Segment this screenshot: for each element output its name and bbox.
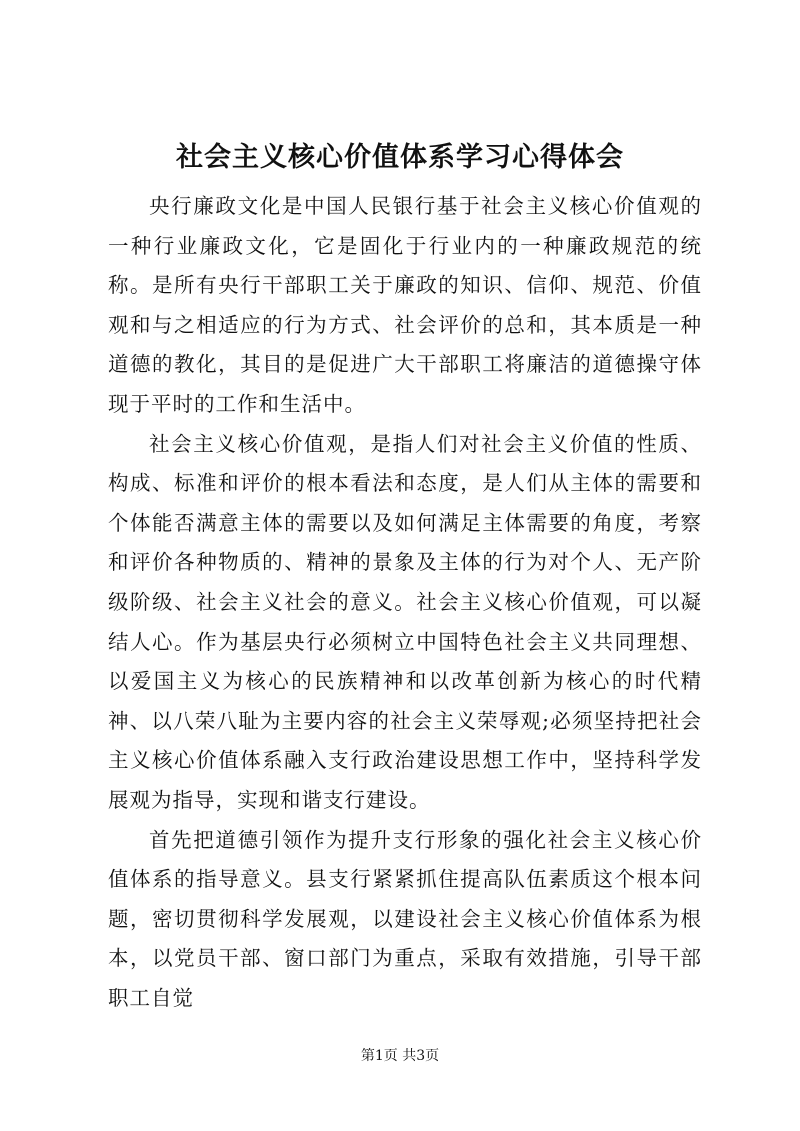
- page-title: 社会主义核心价值体系学习心得体会: [176, 142, 624, 173]
- document-body: [108, 187, 702, 1018]
- paragraph-2: 社会主义核心价值观，是指人们对社会主义价值的性质、构成、标准和评价的根本看法和态度，是人们从主体的需要和个体能否满意主体的需要以及如何满足主体需要的角度，考察和评价各种物质的、精神的景象及主体的行为对个人、无产阶级阶级、社会主义社会的意义。社会主义核心价值观，可以凝结人心。作为基层央行必须树立中国特色社会主义共同理想、以爱国主义为核心的民族精神和以改革创新为核心的时代精神、以八荣八耻为主要内容的社会主义荣辱观;必须坚持把社会主义核心价值体系融入支行政治建设思想工作中，坚持科学发展观为指导，实现和谐支行建设。: [108, 431, 702, 812]
- page-number-footer: 第1页 共3页: [360, 1048, 440, 1064]
- paragraph-3: 首先把道德引领作为提升支行形象的强化社会主义核心价值体系的指导意义。县支行紧紧抓住提高队伍素质这个根本问题，密切贯彻科学发展观，以建设社会主义核心价值体系为根本，以党员干部、窗口部门为重点，采取有效措施，引导干部职工自觉: [108, 827, 702, 1010]
- paragraph-1: 央行廉政文化是中国人民银行基于社会主义核心价值观的一种行业廉政文化，它是固化于行业内的一种廉政规范的统称。是所有央行干部职工关于廉政的知识、信仰、规范、价值观和与之相适应的行为方式、社会评价的总和，其本质是一种道德的教化，其目的是促进广大干部职工将廉洁的道德操守体现于平时的工作和生活中。: [108, 194, 702, 416]
